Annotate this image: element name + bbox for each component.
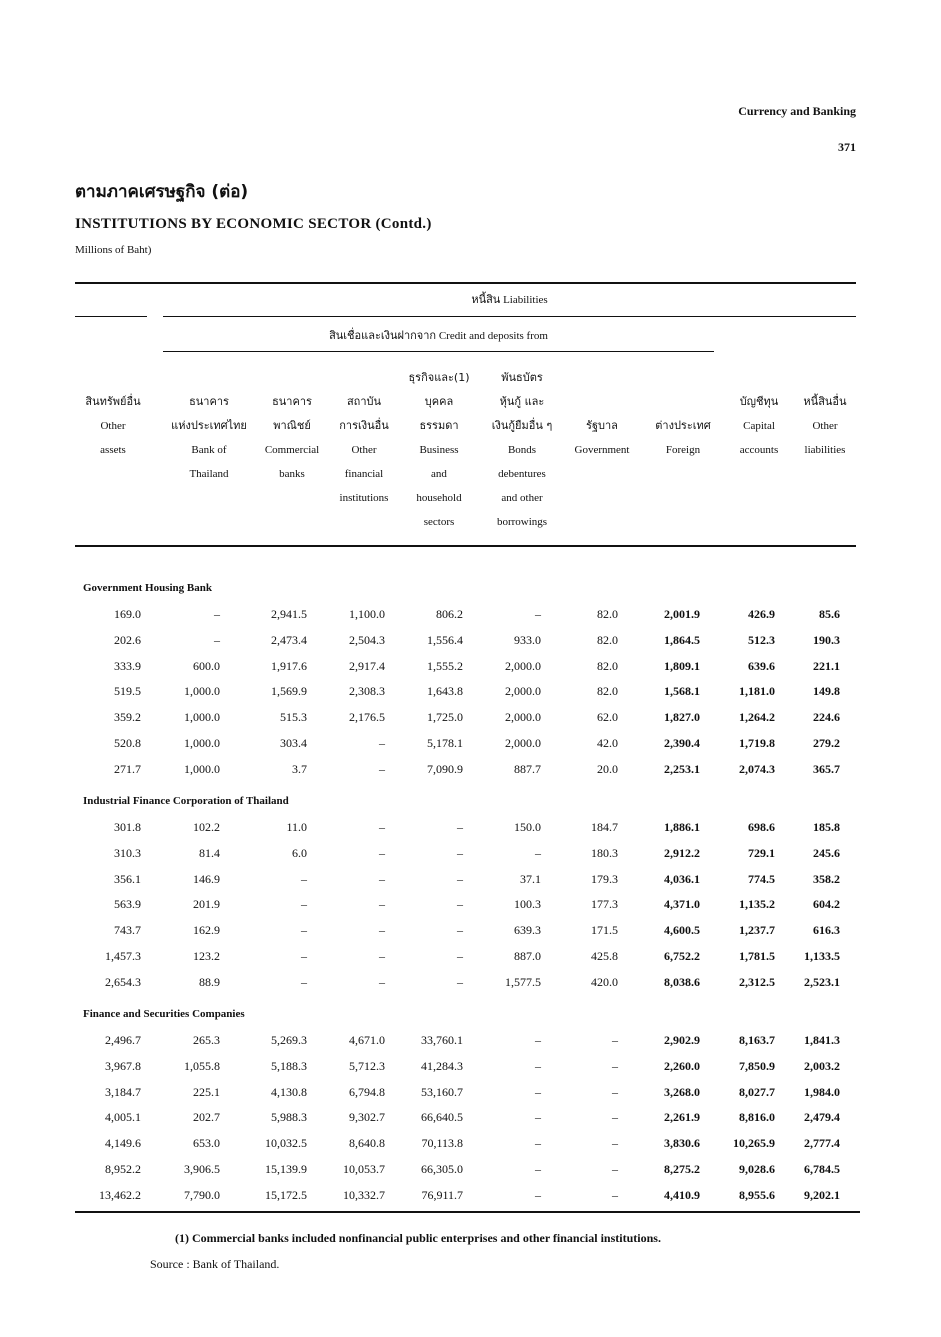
running-head: Currency and Banking — [738, 104, 856, 118]
table-cell: 1,864.5 — [664, 632, 700, 647]
table-cell: 5,269.3 — [271, 1033, 307, 1047]
table-cell: 171.5 — [591, 923, 618, 938]
table-cell: – — [301, 923, 307, 938]
table-cell: 563.9 — [114, 897, 141, 912]
table-cell: 15,172.5 — [265, 1187, 307, 1202]
table-cell: 1,569.9 — [271, 684, 307, 699]
table-cell: 1,555.2 — [427, 658, 463, 673]
table-cell: 202.7 — [193, 1110, 220, 1125]
table-cell: 1,100.0 — [349, 607, 385, 621]
credit-deposits-rule — [163, 351, 714, 352]
table-cell: 150.0 — [514, 820, 541, 834]
table-cell: 2,000.0 — [505, 684, 541, 699]
table-cell: 887.7 — [514, 761, 541, 776]
table-cell: – — [612, 1033, 618, 1047]
table-cell: 1,984.0 — [804, 1084, 840, 1099]
table-cell: 2,001.9 — [664, 607, 700, 621]
table-cell: 4,036.1 — [664, 871, 700, 886]
table-cell: – — [214, 632, 220, 647]
table-cell: 4,005.1 — [105, 1110, 141, 1125]
section-title: Finance and Securities Companies — [83, 1008, 245, 1020]
table-cell: 265.3 — [193, 1033, 220, 1047]
table-cell: – — [379, 845, 385, 860]
table-cell: – — [612, 1187, 618, 1202]
table-cell: 3,830.6 — [664, 1136, 700, 1151]
table-cell: 1,000.0 — [184, 736, 220, 750]
table-cell: 2,000.0 — [505, 710, 541, 725]
table-cell: – — [379, 871, 385, 886]
table-cell: 8,955.6 — [739, 1187, 775, 1202]
table-cell: – — [612, 1136, 618, 1151]
table-cell: – — [457, 974, 463, 989]
table-cell: 8,027.7 — [739, 1084, 775, 1099]
table-cell: 82.0 — [597, 684, 618, 699]
table-cell: 9,302.7 — [349, 1110, 385, 1125]
credit-deposits-header-thai: สินเชื่อและเงินฝากจาก — [329, 329, 437, 342]
table-cell: 4,671.0 — [349, 1033, 385, 1047]
table-cell: 3,967.8 — [105, 1058, 141, 1073]
table-cell: 1,181.0 — [739, 684, 775, 699]
table-cell: 4,600.5 — [664, 923, 700, 938]
table-cell: 1,568.1 — [664, 684, 700, 699]
table-cell: – — [535, 1110, 541, 1125]
table-cell: 8,163.7 — [739, 1033, 775, 1047]
table-cell: 190.3 — [813, 632, 840, 647]
table-cell: 279.2 — [813, 736, 840, 750]
table-cell: 1,719.8 — [739, 736, 775, 750]
table-cell: 85.6 — [819, 607, 840, 621]
table-cell: – — [535, 1136, 541, 1151]
table-cell: 81.4 — [199, 845, 220, 860]
column-header-business-household: ธุรกิจและ(1) บุคคล ธรรมดา Business and household sectors — [408, 371, 470, 528]
table-cell: 185.8 — [813, 820, 840, 834]
table-cell: 10,332.7 — [343, 1187, 385, 1202]
table-cell: – — [379, 897, 385, 912]
table-cell: 2,253.1 — [664, 761, 700, 776]
table-cell: 2,312.5 — [739, 974, 775, 989]
column-header-foreign: ต่างประเทศ Foreign — [655, 419, 711, 456]
table-cell: 420.0 — [591, 974, 618, 989]
table-cell: – — [301, 974, 307, 989]
table-cell: – — [612, 1084, 618, 1099]
table-cell: 2,912.2 — [664, 845, 700, 860]
table-cell: – — [379, 761, 385, 776]
table-cell: 180.3 — [591, 845, 618, 860]
table-cell: 729.1 — [748, 845, 775, 860]
table-cell: 3,906.5 — [184, 1162, 220, 1176]
table-cell: 6,752.2 — [664, 949, 700, 963]
table-cell: 70,113.8 — [421, 1136, 463, 1151]
table-cell: 224.6 — [813, 710, 840, 725]
table-cell: 42.0 — [597, 736, 618, 750]
table-cell: 1,809.1 — [664, 658, 700, 673]
table-cell: – — [457, 949, 463, 963]
table-cell: 1,841.3 — [804, 1033, 840, 1047]
table-cell: 358.2 — [813, 871, 840, 886]
table-cell: 520.8 — [114, 736, 141, 750]
liabilities-rule — [163, 316, 856, 317]
table-cell: 1,577.5 — [505, 974, 541, 989]
table-cell: 600.0 — [193, 658, 220, 673]
table-cell: 123.2 — [193, 949, 220, 963]
table-cell: 271.7 — [114, 761, 141, 776]
table-cell: 604.2 — [813, 897, 840, 912]
table-cell: 2,260.0 — [664, 1058, 700, 1073]
table-cell: – — [457, 923, 463, 938]
liabilities-header — [163, 288, 856, 312]
column-header-bank-of-thailand: ธนาคาร แห่งประเทศไทย Bank of Thailand — [171, 395, 247, 480]
table-cell: 66,305.0 — [421, 1162, 463, 1176]
table-cell: 221.1 — [813, 658, 840, 673]
table-cell: 2,504.3 — [349, 632, 385, 647]
table-cell: 1,264.2 — [739, 710, 775, 725]
table-cell: 7,850.9 — [739, 1058, 775, 1073]
table-cell: 245.6 — [813, 845, 840, 860]
table-cell: 2,917.4 — [349, 658, 385, 673]
table-cell: 310.3 — [114, 845, 141, 860]
table-cell: 88.9 — [199, 974, 220, 989]
column-header-government: รัฐบาล Government — [574, 419, 630, 456]
table-cell: 6.0 — [292, 845, 307, 860]
table-cell: 1,000.0 — [184, 710, 220, 725]
table-cell: 41,284.3 — [421, 1058, 463, 1073]
table-cell: – — [379, 974, 385, 989]
table-cell: – — [379, 923, 385, 938]
table-cell: 426.9 — [748, 607, 775, 621]
table-cell: 3,184.7 — [105, 1084, 141, 1099]
table-cell: 1,133.5 — [804, 949, 840, 963]
unit-label: Millions of Baht) — [75, 244, 152, 256]
table-cell: 5,988.3 — [271, 1110, 307, 1125]
table-cell: 7,090.9 — [427, 761, 463, 776]
table-cell: 5,188.3 — [271, 1058, 307, 1073]
table-cell: – — [457, 845, 463, 860]
table-cell: 184.7 — [591, 820, 618, 834]
section-title: Industrial Finance Corporation of Thailand — [83, 795, 289, 807]
table-cell: 6,784.5 — [804, 1162, 840, 1176]
table-cell: 1,643.8 — [427, 684, 463, 699]
table-cell: 225.1 — [193, 1084, 220, 1099]
table-cell: – — [301, 897, 307, 912]
table-cell: 1,000.0 — [184, 761, 220, 776]
column-header-other-liabilities: หนี้สินอื่น Other liabilities — [803, 395, 847, 456]
table-cell: 639.3 — [514, 923, 541, 938]
table-cell: 13,462.2 — [99, 1187, 141, 1202]
table-cell: 20.0 — [597, 761, 618, 776]
table-cell: – — [379, 820, 385, 834]
table-cell: 1,135.2 — [739, 897, 775, 912]
table-top-rule — [75, 282, 856, 284]
credit-deposits-header — [163, 324, 714, 348]
table-cell: 33,760.1 — [421, 1033, 463, 1047]
table-cell: 1,055.8 — [184, 1058, 220, 1073]
table-cell: 2,000.0 — [505, 736, 541, 750]
table-cell: 146.9 — [193, 871, 220, 886]
table-cell: 2,261.9 — [664, 1110, 700, 1125]
table-cell: 4,371.0 — [664, 897, 700, 912]
table-cell: – — [457, 871, 463, 886]
header-bottom-rule — [75, 545, 856, 547]
table-cell: 1,556.4 — [427, 632, 463, 647]
column-header-other-assets: สินทรัพย์อื่น Other assets — [85, 395, 141, 456]
table-cell: 653.0 — [193, 1136, 220, 1151]
table-cell: 162.9 — [193, 923, 220, 938]
table-cell: – — [214, 607, 220, 621]
table-cell: 2,777.4 — [804, 1136, 840, 1151]
table-cell: 62.0 — [597, 710, 618, 725]
table-cell: 202.6 — [114, 632, 141, 647]
table-cell: 15,139.9 — [265, 1162, 307, 1176]
table-cell: – — [457, 897, 463, 912]
table-cell: – — [612, 1058, 618, 1073]
table-cell: 2,074.3 — [739, 761, 775, 776]
table-cell: 149.8 — [813, 684, 840, 699]
table-cell: 743.7 — [114, 923, 141, 938]
table-cell: 2,941.5 — [271, 607, 307, 621]
table-cell: 10,265.9 — [733, 1136, 775, 1151]
table-cell: 2,003.2 — [804, 1058, 840, 1073]
liabilities-header-thai: หนี้สิน — [471, 293, 501, 306]
table-cell: 8,816.0 — [739, 1110, 775, 1125]
table-cell: 7,790.0 — [184, 1187, 220, 1202]
table-cell: 2,000.0 — [505, 658, 541, 673]
table-cell: – — [535, 1033, 541, 1047]
table-cell: – — [301, 871, 307, 886]
table-cell: 333.9 — [114, 658, 141, 673]
table-cell: 82.0 — [597, 658, 618, 673]
table-cell: 301.8 — [114, 820, 141, 834]
table-cell: 3,268.0 — [664, 1084, 700, 1099]
table-cell: 169.0 — [114, 607, 141, 621]
table-cell: 102.2 — [193, 820, 220, 834]
table-cell: – — [535, 607, 541, 621]
table-cell: 616.3 — [813, 923, 840, 938]
table-cell: 6,794.8 — [349, 1084, 385, 1099]
table-cell: 774.5 — [748, 871, 775, 886]
table-cell: 82.0 — [597, 607, 618, 621]
table-cell: 356.1 — [114, 871, 141, 886]
page-number: 371 — [838, 140, 856, 154]
table-cell: – — [612, 1110, 618, 1125]
table-cell: 359.2 — [114, 710, 141, 725]
table-cell: 1,886.1 — [664, 820, 700, 834]
table-cell: 698.6 — [748, 820, 775, 834]
column-header-bonds: พันธบัตร หุ้นกู้ และ เงินกู้ยืมอื่น ๆ Bonds debentures and other borrowings — [491, 371, 553, 528]
table-cell: 3.7 — [292, 761, 307, 776]
section-title: Government Housing Bank — [83, 582, 212, 594]
table-cell: 519.5 — [114, 684, 141, 699]
table-cell: – — [535, 1162, 541, 1176]
table-cell: 1,827.0 — [664, 710, 700, 725]
table-cell: 2,902.9 — [664, 1033, 700, 1047]
table-cell: 1,000.0 — [184, 684, 220, 699]
table-cell: 639.6 — [748, 658, 775, 673]
table-cell: 10,032.5 — [265, 1136, 307, 1151]
table-cell: 5,712.3 — [349, 1058, 385, 1073]
table-cell: 8,038.6 — [664, 974, 700, 989]
table-cell: 1,237.7 — [739, 923, 775, 938]
table-cell: 2,390.4 — [664, 736, 700, 750]
table-cell: 82.0 — [597, 632, 618, 647]
table-cell: 365.7 — [813, 761, 840, 776]
table-cell: 887.0 — [514, 949, 541, 963]
table-cell: 1,725.0 — [427, 710, 463, 725]
table-cell: 425.8 — [591, 949, 618, 963]
page-title-thai: ตามภาคเศรษฐกิจ (ต่อ) — [75, 182, 249, 202]
table-cell: 5,178.1 — [427, 736, 463, 750]
table-cell: 2,176.5 — [349, 710, 385, 725]
table-cell: 2,523.1 — [804, 974, 840, 989]
table-cell: 201.9 — [193, 897, 220, 912]
table-bottom-rule — [75, 1211, 860, 1213]
column-header-capital-accounts: บัญชีทุน Capital accounts — [739, 395, 779, 456]
table-cell: 8,952.2 — [105, 1162, 141, 1176]
table-cell: 8,640.8 — [349, 1136, 385, 1151]
table-cell: 179.3 — [591, 871, 618, 886]
table-cell: 303.4 — [280, 736, 307, 750]
table-cell: – — [457, 820, 463, 834]
table-cell: 806.2 — [436, 607, 463, 621]
footnote: (1) Commercial banks included nonfinancial public enterprises and other financial institutions. — [175, 1231, 661, 1245]
table-cell: 2,473.4 — [271, 632, 307, 647]
table-cell: 2,496.7 — [105, 1033, 141, 1047]
source-note: Source : Bank of Thailand. — [150, 1257, 280, 1271]
table-cell: – — [301, 949, 307, 963]
table-cell: – — [379, 949, 385, 963]
table-cell: 515.3 — [280, 710, 307, 725]
table-cell: 2,654.3 — [105, 974, 141, 989]
table-cell: 512.3 — [748, 632, 775, 647]
table-cell: 1,917.6 — [271, 658, 307, 673]
table-cell: – — [379, 736, 385, 750]
table-cell: 4,149.6 — [105, 1136, 141, 1151]
table-cell: – — [535, 1058, 541, 1073]
page-title: INSTITUTIONS BY ECONOMIC SECTOR (Contd.) — [75, 216, 432, 232]
table-cell: 933.0 — [514, 632, 541, 647]
table-cell: 2,479.4 — [804, 1110, 840, 1125]
table-cell: 177.3 — [591, 897, 618, 912]
table-cell: – — [535, 845, 541, 860]
table-cell: 11.0 — [286, 820, 307, 834]
column-header-other-financial: สถาบัน การเงินอื่น Other financial institutions — [339, 395, 389, 504]
table-cell: 76,911.7 — [421, 1187, 463, 1202]
table-cell: 9,028.6 — [739, 1162, 775, 1176]
table-cell: – — [612, 1162, 618, 1176]
table-cell: 1,781.5 — [739, 949, 775, 963]
table-cell: 9,202.1 — [804, 1187, 840, 1202]
table-cell: 4,130.8 — [271, 1084, 307, 1099]
liabilities-header-en: Liabilities — [503, 294, 548, 306]
table-cell: – — [535, 1084, 541, 1099]
table-cell: 66,640.5 — [421, 1110, 463, 1125]
table-cell: – — [535, 1187, 541, 1202]
table-cell: 37.1 — [520, 871, 541, 886]
table-cell: 100.3 — [514, 897, 541, 912]
table-cell: 2,308.3 — [349, 684, 385, 699]
other-assets-short-rule — [75, 316, 147, 317]
table-cell: 4,410.9 — [664, 1187, 700, 1202]
table-cell: 8,275.2 — [664, 1162, 700, 1176]
table-cell: 10,053.7 — [343, 1162, 385, 1176]
table-cell: 1,457.3 — [105, 949, 141, 963]
credit-deposits-header-en: Credit and deposits from — [438, 330, 548, 342]
table-cell: 53,160.7 — [421, 1084, 463, 1099]
column-header-commercial-banks: ธนาคาร พาณิชย์ Commercial banks — [264, 395, 320, 480]
